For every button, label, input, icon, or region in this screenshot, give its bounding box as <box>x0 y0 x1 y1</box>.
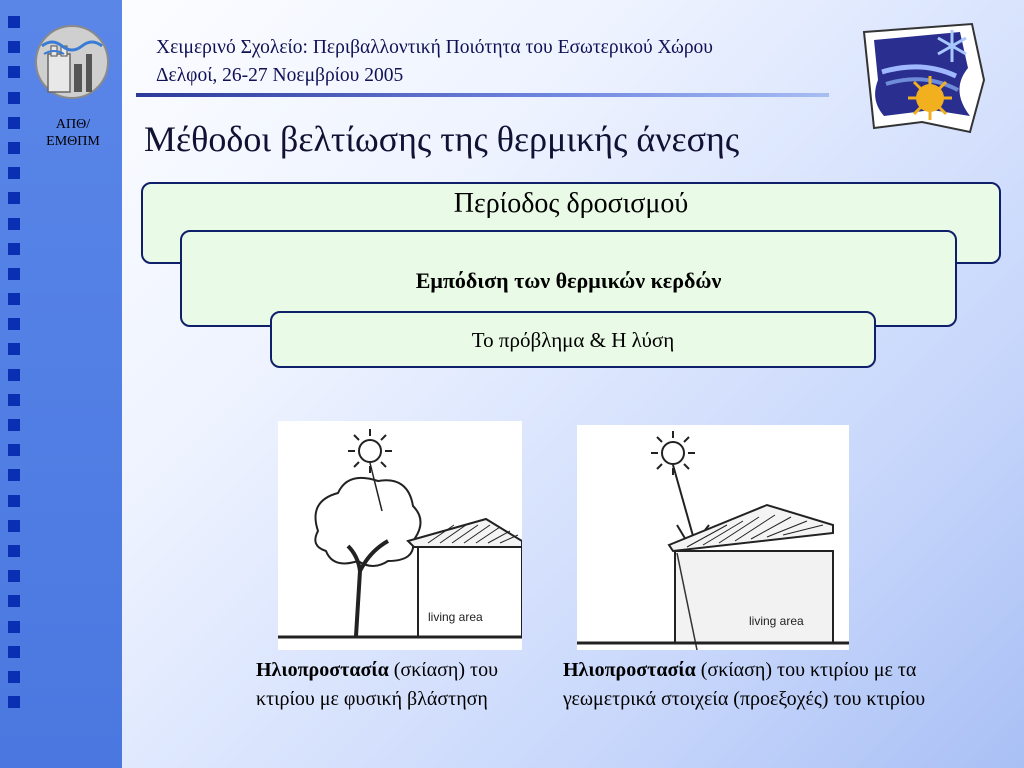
header-event: Χειμερινό Σχολείο: Περιβαλλοντική Ποιότητα του Εσωτερικού Χώρου <box>156 37 713 58</box>
tree-shading-illustration <box>278 421 522 650</box>
caption-tree-shading: Ηλιοπροστασία (σκίαση) του κτιρίου με φυσική βλάστηση <box>256 659 498 710</box>
winter-sun-emblem-icon <box>852 20 1002 140</box>
header-divider <box>136 93 829 97</box>
living-area-label: living area <box>749 614 804 628</box>
problem-solution-label: Το πρόβλημα & Η λύση <box>471 328 675 352</box>
caption-overhang-shading: Ηλιοπροστασία (σκίαση) του κτιρίου με τα γεωμετρικά στοιχεία (προεξοχές) του κτιρίου <box>563 659 926 710</box>
heat-gain-label: Εμπόδιση των θερμικών κερδών <box>415 268 722 293</box>
header <box>156 34 713 90</box>
cooling-period-label: Περίοδος δροσισμού <box>453 188 689 219</box>
header-date: Δελφοί, 26-27 Νοεμβρίου 2005 <box>156 65 404 86</box>
living-area-label: living area <box>428 610 483 624</box>
page-title: Μέθοδοι βελτίωσης της θερμικής άνεσης <box>144 119 740 159</box>
sidebar <box>0 0 122 768</box>
problem-solution-box <box>270 311 876 368</box>
university-logo-icon <box>34 24 110 100</box>
organization-label: ΑΠΘ/ ΕΜΘΠΜ <box>46 117 100 149</box>
decorative-bullets <box>8 16 24 721</box>
overhang-shading-illustration <box>577 425 849 650</box>
